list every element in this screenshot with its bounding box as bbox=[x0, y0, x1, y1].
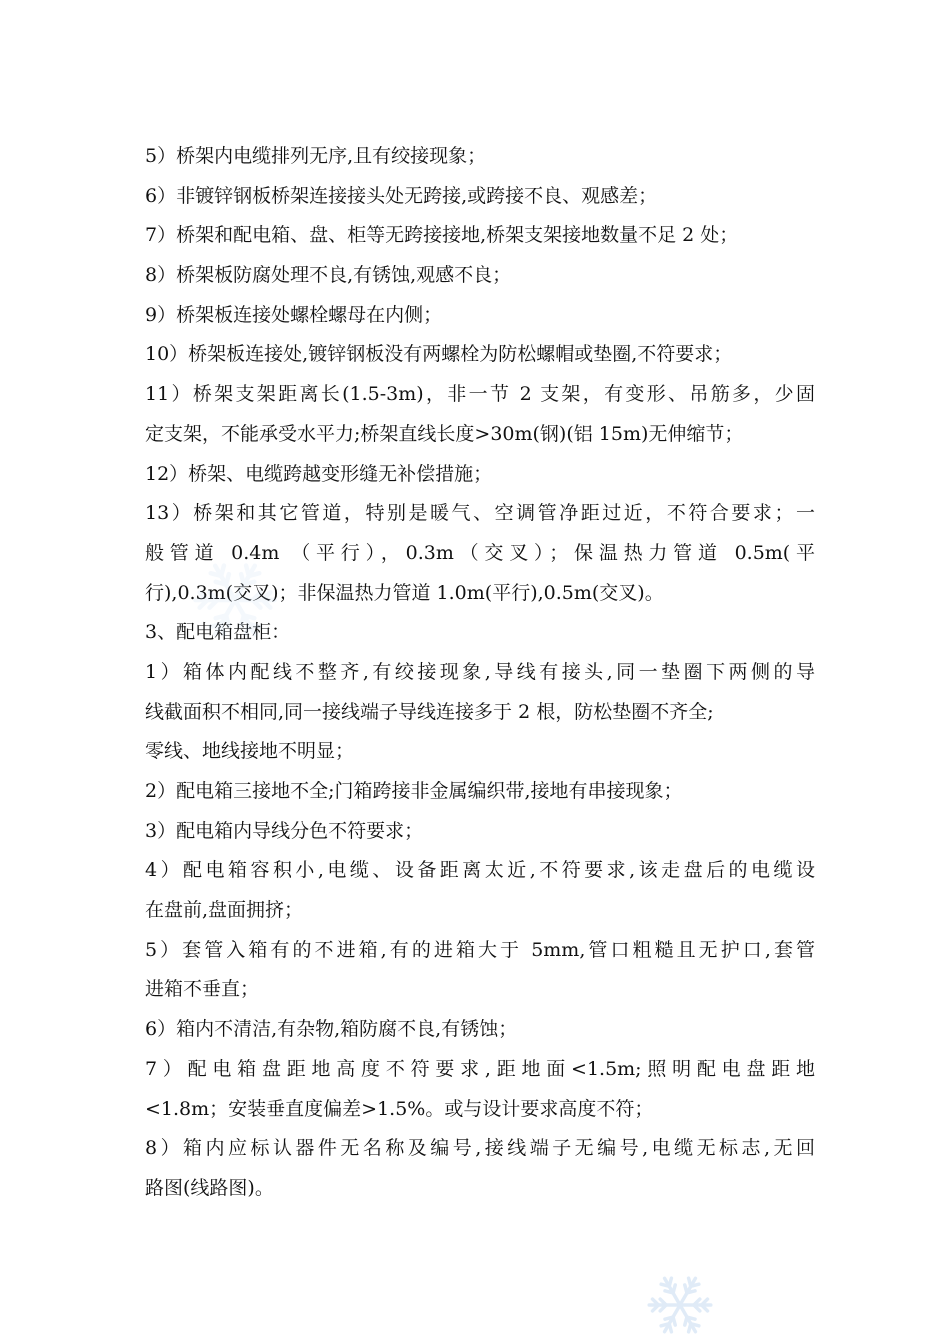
text-line: 8）箱内应标认器件无名称及编号,接线端子无编号,电缆无标志,无回 bbox=[145, 1137, 815, 1160]
text-line: 8）桥架板防腐处理不良,有锈蚀,观感不良； bbox=[145, 264, 512, 287]
text-line: 6）非镀锌钢板桥架连接接头处无跨接,或跨接不良、观感差； bbox=[145, 184, 658, 207]
document-body bbox=[145, 137, 815, 1209]
text-line: 11）桥架支架距离长(1.5-3m)，非一节 2 支架，有变形、吊筋多，少固 bbox=[145, 383, 815, 406]
text-line: <1.8m；安装垂直度偏差>1.5%。或与设计要求高度不符； bbox=[145, 1097, 654, 1120]
text-line: 10）桥架板连接处,镀锌钢板没有两螺栓为防松螺帽或垫圈,不符要求； bbox=[145, 343, 733, 366]
text-line: 5）套管入箱有的不进箱,有的进箱大于 5mm,管口粗糙且无护口,套管 bbox=[145, 938, 815, 961]
text-line: 2）配电箱三接地不全;门箱跨接非金属编织带,接地有串接现象； bbox=[145, 780, 683, 802]
text-line: 定支架，不能承受水平力;桥架直线长度>30m(钢)(铝 15m)无伸缩节； bbox=[145, 422, 744, 445]
text-line: 般管道 0.4m （平行），0.3m（交叉）；保温热力管道 0.5m(平 bbox=[145, 541, 815, 564]
text-line: 3）配电箱内导线分色不符要求； bbox=[145, 819, 424, 842]
text-line: 7）配电箱盘距地高度不符要求,距地面<1.5m;照明配电盘距地 bbox=[145, 1057, 815, 1080]
text-line: 零线、地线接地不明显； bbox=[145, 740, 355, 763]
text-line: 线截面积不相同,同一接线端子导线连接多于 2 根，防松垫圈不齐全; bbox=[145, 700, 714, 723]
text-line: 在盘前,盘面拥挤； bbox=[145, 899, 304, 922]
text-line: 进箱不垂直； bbox=[145, 978, 260, 1001]
text-line: 行),0.3m(交叉)；非保温热力管道 1.0m(平行),0.5m(交叉)。 bbox=[145, 581, 664, 604]
text-line: 4）配电箱容积小,电缆、设备距离太近,不符要求,该走盘后的电缆设 bbox=[145, 859, 815, 882]
snowflake-icon bbox=[190, 555, 280, 645]
text-line: 7）桥架和配电箱、盘、柜等无跨接接地,桥架支架接地数量不足 2 处； bbox=[145, 224, 739, 247]
text-line: 13）桥架和其它管道，特别是暖气、空调管净距过近，不符合要求；一 bbox=[145, 502, 815, 525]
text-line: 12）桥架、电缆跨越变形缝无补偿措施； bbox=[145, 462, 493, 485]
snowflake-icon bbox=[645, 1270, 715, 1340]
text-line: 3、配电箱盘柜： bbox=[145, 621, 291, 644]
text-line: 1）箱体内配线不整齐,有绞接现象,导线有接头,同一垫圈下两侧的导 bbox=[145, 660, 815, 683]
text-line: 9）桥架板连接处螺栓螺母在内侧； bbox=[145, 303, 443, 326]
text-line: 5）桥架内电缆排列无序,且有绞接现象； bbox=[145, 145, 487, 167]
text-line: 6）箱内不清洁,有杂物,箱防腐不良,有锈蚀； bbox=[145, 1018, 518, 1041]
text-line: 路图(线路图)。 bbox=[145, 1176, 274, 1199]
